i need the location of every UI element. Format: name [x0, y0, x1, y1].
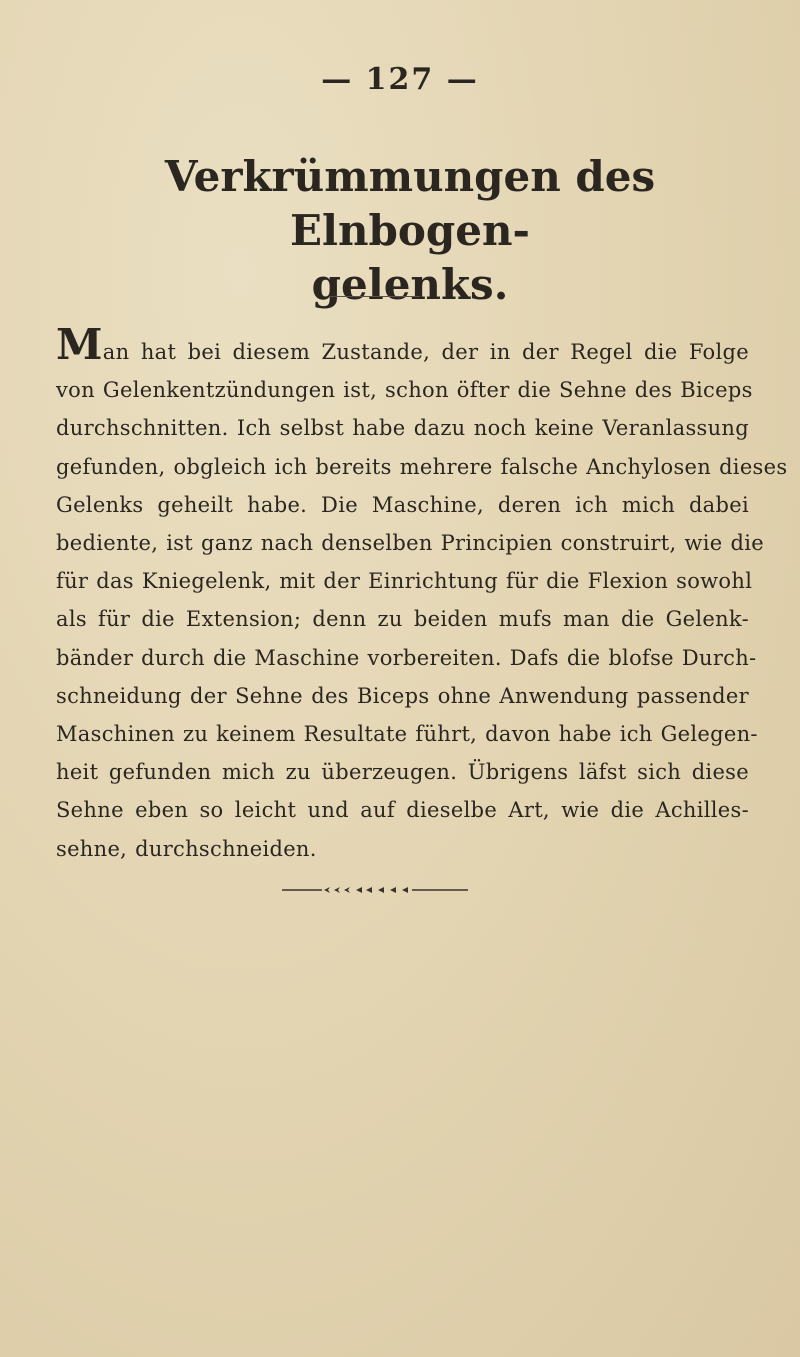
text-line: von Gelenkentzündungen ist, schon öfter die Sehne des Biceps: [56, 378, 753, 403]
text-line: Man hat bei diesem Zustande, der in der Regel die Folge: [56, 320, 749, 369]
text-line: Gelenks geheilt habe. Die Maschine, deren ich mich dabei: [56, 492, 749, 517]
text-line: bänder durch die Maschine vorbereiten. Dafs die blofse Durch-: [56, 645, 757, 670]
ornament-divider: [282, 885, 468, 895]
text-line: heit gefunden mich zu überzeugen. Übrigens läfst sich diese: [56, 760, 749, 785]
body-paragraph: [56, 320, 788, 868]
text-line: für das Kniegelenk, mit der Einrichtung für die Flexion sowohl: [56, 569, 753, 594]
chapter-title-line-1: Verkrümmungen des Elnbogen-: [164, 152, 656, 255]
text-line: gefunden, obgleich ich bereits mehrere falsche Anchylosen dieses: [56, 454, 788, 479]
text-line: schneidung der Sehne des Biceps ohne Anwendung passender: [56, 683, 749, 708]
page-number: — 127 —: [321, 62, 479, 97]
drop-cap: M: [56, 320, 103, 369]
text-line: sehne, durchschneiden.: [56, 836, 317, 861]
chapter-title: [60, 150, 760, 312]
text-line: bediente, ist ganz nach denselben Principien construirt, wie die: [56, 531, 764, 556]
chapter-title-line-2: gelenks.: [311, 260, 509, 309]
text-line: Maschinen zu keinem Resultate führt, davon habe ich Gelegen-: [56, 722, 758, 747]
text-line: Sehne eben so leicht und auf dieselbe Art, wie die Achilles-: [56, 798, 749, 823]
text-line: durchschnitten. Ich selbst habe dazu noch keine Veranlassung: [56, 416, 749, 441]
title-divider: [330, 296, 420, 297]
text-line: als für die Extension; denn zu beiden mufs man die Gelenk-: [56, 607, 749, 632]
